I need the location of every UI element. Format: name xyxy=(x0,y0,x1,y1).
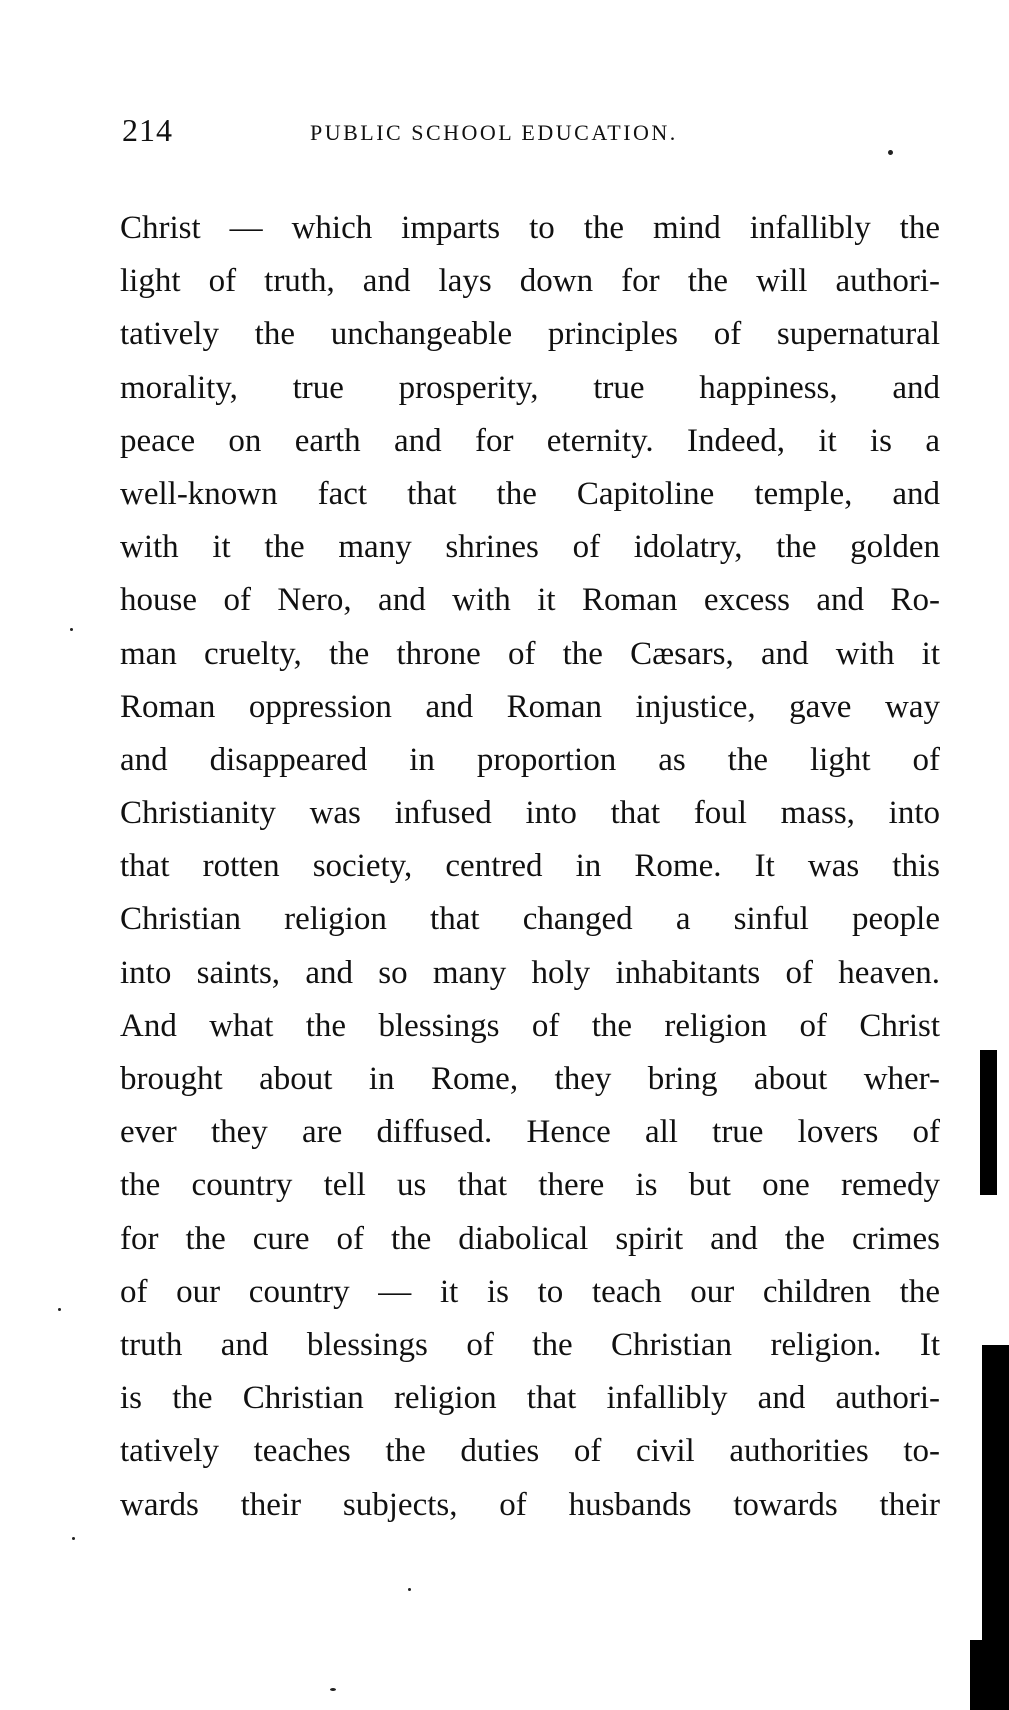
text-line: truth and blessings of the Christian religion. It xyxy=(120,1326,940,1363)
text-line: morality, true prosperity, true happiness, and xyxy=(120,369,940,406)
scan-speck xyxy=(408,1588,411,1591)
text-line: and disappeared in proportion as the light of xyxy=(120,741,940,778)
text-line: well-known fact that the Capitoline temple, and xyxy=(120,475,940,512)
text-line: light of truth, and lays down for the will authori- xyxy=(120,263,940,300)
text-line: And what the blessings of the religion of Christ xyxy=(120,1007,940,1044)
text-line: ever they are diffused. Hence all true lovers of xyxy=(120,1114,940,1151)
scan-speck xyxy=(70,628,73,631)
text-line: tatively teaches the duties of civil authorities to- xyxy=(120,1433,940,1470)
page-number: 214 xyxy=(122,112,173,148)
text-line: for the cure of the diabolical spirit and the crimes xyxy=(120,1220,940,1257)
running-title: PUBLIC SCHOOL EDUCATION. xyxy=(310,120,678,145)
text-line: house of Nero, and with it Roman excess and Ro- xyxy=(120,582,940,619)
scan-edge-mark xyxy=(980,1050,997,1195)
text-line: peace on earth and for eternity. Indeed, it is a xyxy=(120,422,940,459)
text-line: Roman oppression and Roman injustice, gave way xyxy=(120,688,940,725)
text-line: Christianity was infused into that foul mass, into xyxy=(120,795,940,832)
text-line: into saints, and so many holy inhabitants of heaven. xyxy=(120,954,940,991)
text-line: the country tell us that there is but one remedy xyxy=(120,1167,940,1204)
text-line: with it the many shrines of idolatry, the golden xyxy=(120,529,940,566)
body-text xyxy=(120,202,940,1532)
text-line: Christian religion that changed a sinful people xyxy=(120,901,940,938)
text-line: is the Christian religion that infallibly and authori- xyxy=(120,1380,940,1417)
page-header xyxy=(122,112,902,152)
scan-edge-mark xyxy=(970,1640,1009,1710)
text-line: man cruelty, the throne of the Cæsars, and with it xyxy=(120,635,940,672)
text-line: Christ — which imparts to the mind infallibly the xyxy=(120,210,940,246)
text-line: brought about in Rome, they bring about wher- xyxy=(120,1061,940,1097)
scan-speck xyxy=(72,1537,75,1540)
scan-speck xyxy=(58,1308,61,1311)
scan-speck xyxy=(330,1688,336,1691)
text-line: wards their subjects, of husbands towards their xyxy=(120,1486,940,1523)
text-line: that rotten society, centred in Rome. It was this xyxy=(120,848,940,885)
scan-speck xyxy=(888,150,893,155)
text-line: tatively the unchangeable principles of supernatural xyxy=(120,316,940,353)
text-line: of our country — it is to teach our children the xyxy=(120,1273,940,1310)
